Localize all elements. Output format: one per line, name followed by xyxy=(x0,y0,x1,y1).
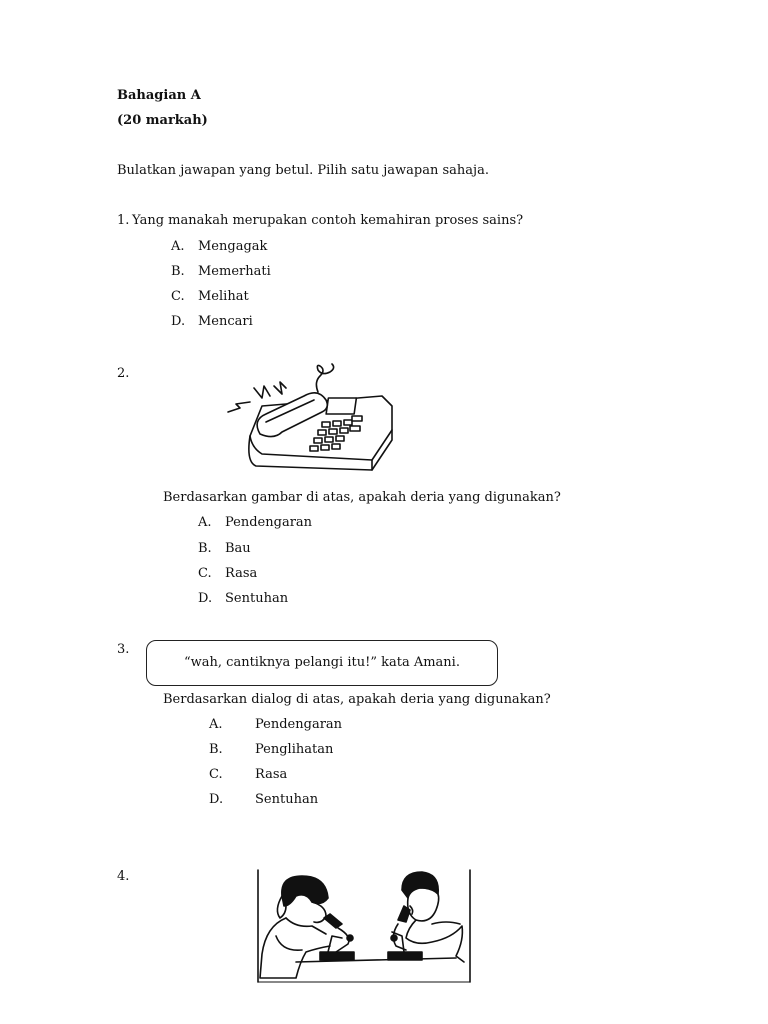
option-text: Memerhati xyxy=(198,264,271,279)
option-text: Rasa xyxy=(225,566,258,581)
option-text: Penglihatan xyxy=(255,742,334,757)
option-letter: D. xyxy=(209,792,224,807)
option-letter: D. xyxy=(198,591,213,606)
option-text: Bau xyxy=(225,541,251,556)
option-text: Rasa xyxy=(255,767,288,782)
option-letter: C. xyxy=(209,767,223,782)
option-text: Pendengaran xyxy=(225,515,313,530)
section-marks: (20 markah) xyxy=(117,113,208,128)
option-text: Sentuhan xyxy=(255,792,319,807)
question-number: 4. xyxy=(117,869,130,884)
option-letter: B. xyxy=(171,264,185,279)
instruction-text: Bulatkan jawapan yang betul. Pilih satu jawapan sahaja. xyxy=(117,163,489,178)
option-letter: C. xyxy=(171,289,185,304)
question-number: 1. xyxy=(117,213,130,228)
question-text: Yang manakah merupakan contoh kemahiran proses sains? xyxy=(132,213,524,228)
option-letter: D. xyxy=(171,314,186,329)
option-letter: A. xyxy=(171,239,185,254)
dialog-text: “wah, cantiknya pelangi itu!” kata Amani. xyxy=(184,655,460,670)
question-text: Berdasarkan gambar di atas, apakah deria yang digunakan? xyxy=(163,490,561,505)
option-text: Mengagak xyxy=(198,239,268,254)
option-letter: A. xyxy=(209,717,223,732)
question-number: 2. xyxy=(117,366,130,381)
option-text: Mencari xyxy=(198,314,253,329)
option-text: Pendengaran xyxy=(255,717,343,732)
option-text: Sentuhan xyxy=(225,591,289,606)
dialog-box xyxy=(146,640,498,686)
section-title: Bahagian A xyxy=(117,88,201,103)
option-letter: A. xyxy=(198,515,212,530)
option-text: Melihat xyxy=(198,289,249,304)
children-using-microscopes-illustration xyxy=(256,866,472,986)
question-number: 3. xyxy=(117,642,130,657)
ringing-telephone-illustration xyxy=(222,358,398,484)
option-letter: B. xyxy=(198,541,212,556)
option-letter: C. xyxy=(198,566,212,581)
option-letter: B. xyxy=(209,742,223,757)
question-text: Berdasarkan dialog di atas, apakah deria yang digunakan? xyxy=(163,692,551,707)
